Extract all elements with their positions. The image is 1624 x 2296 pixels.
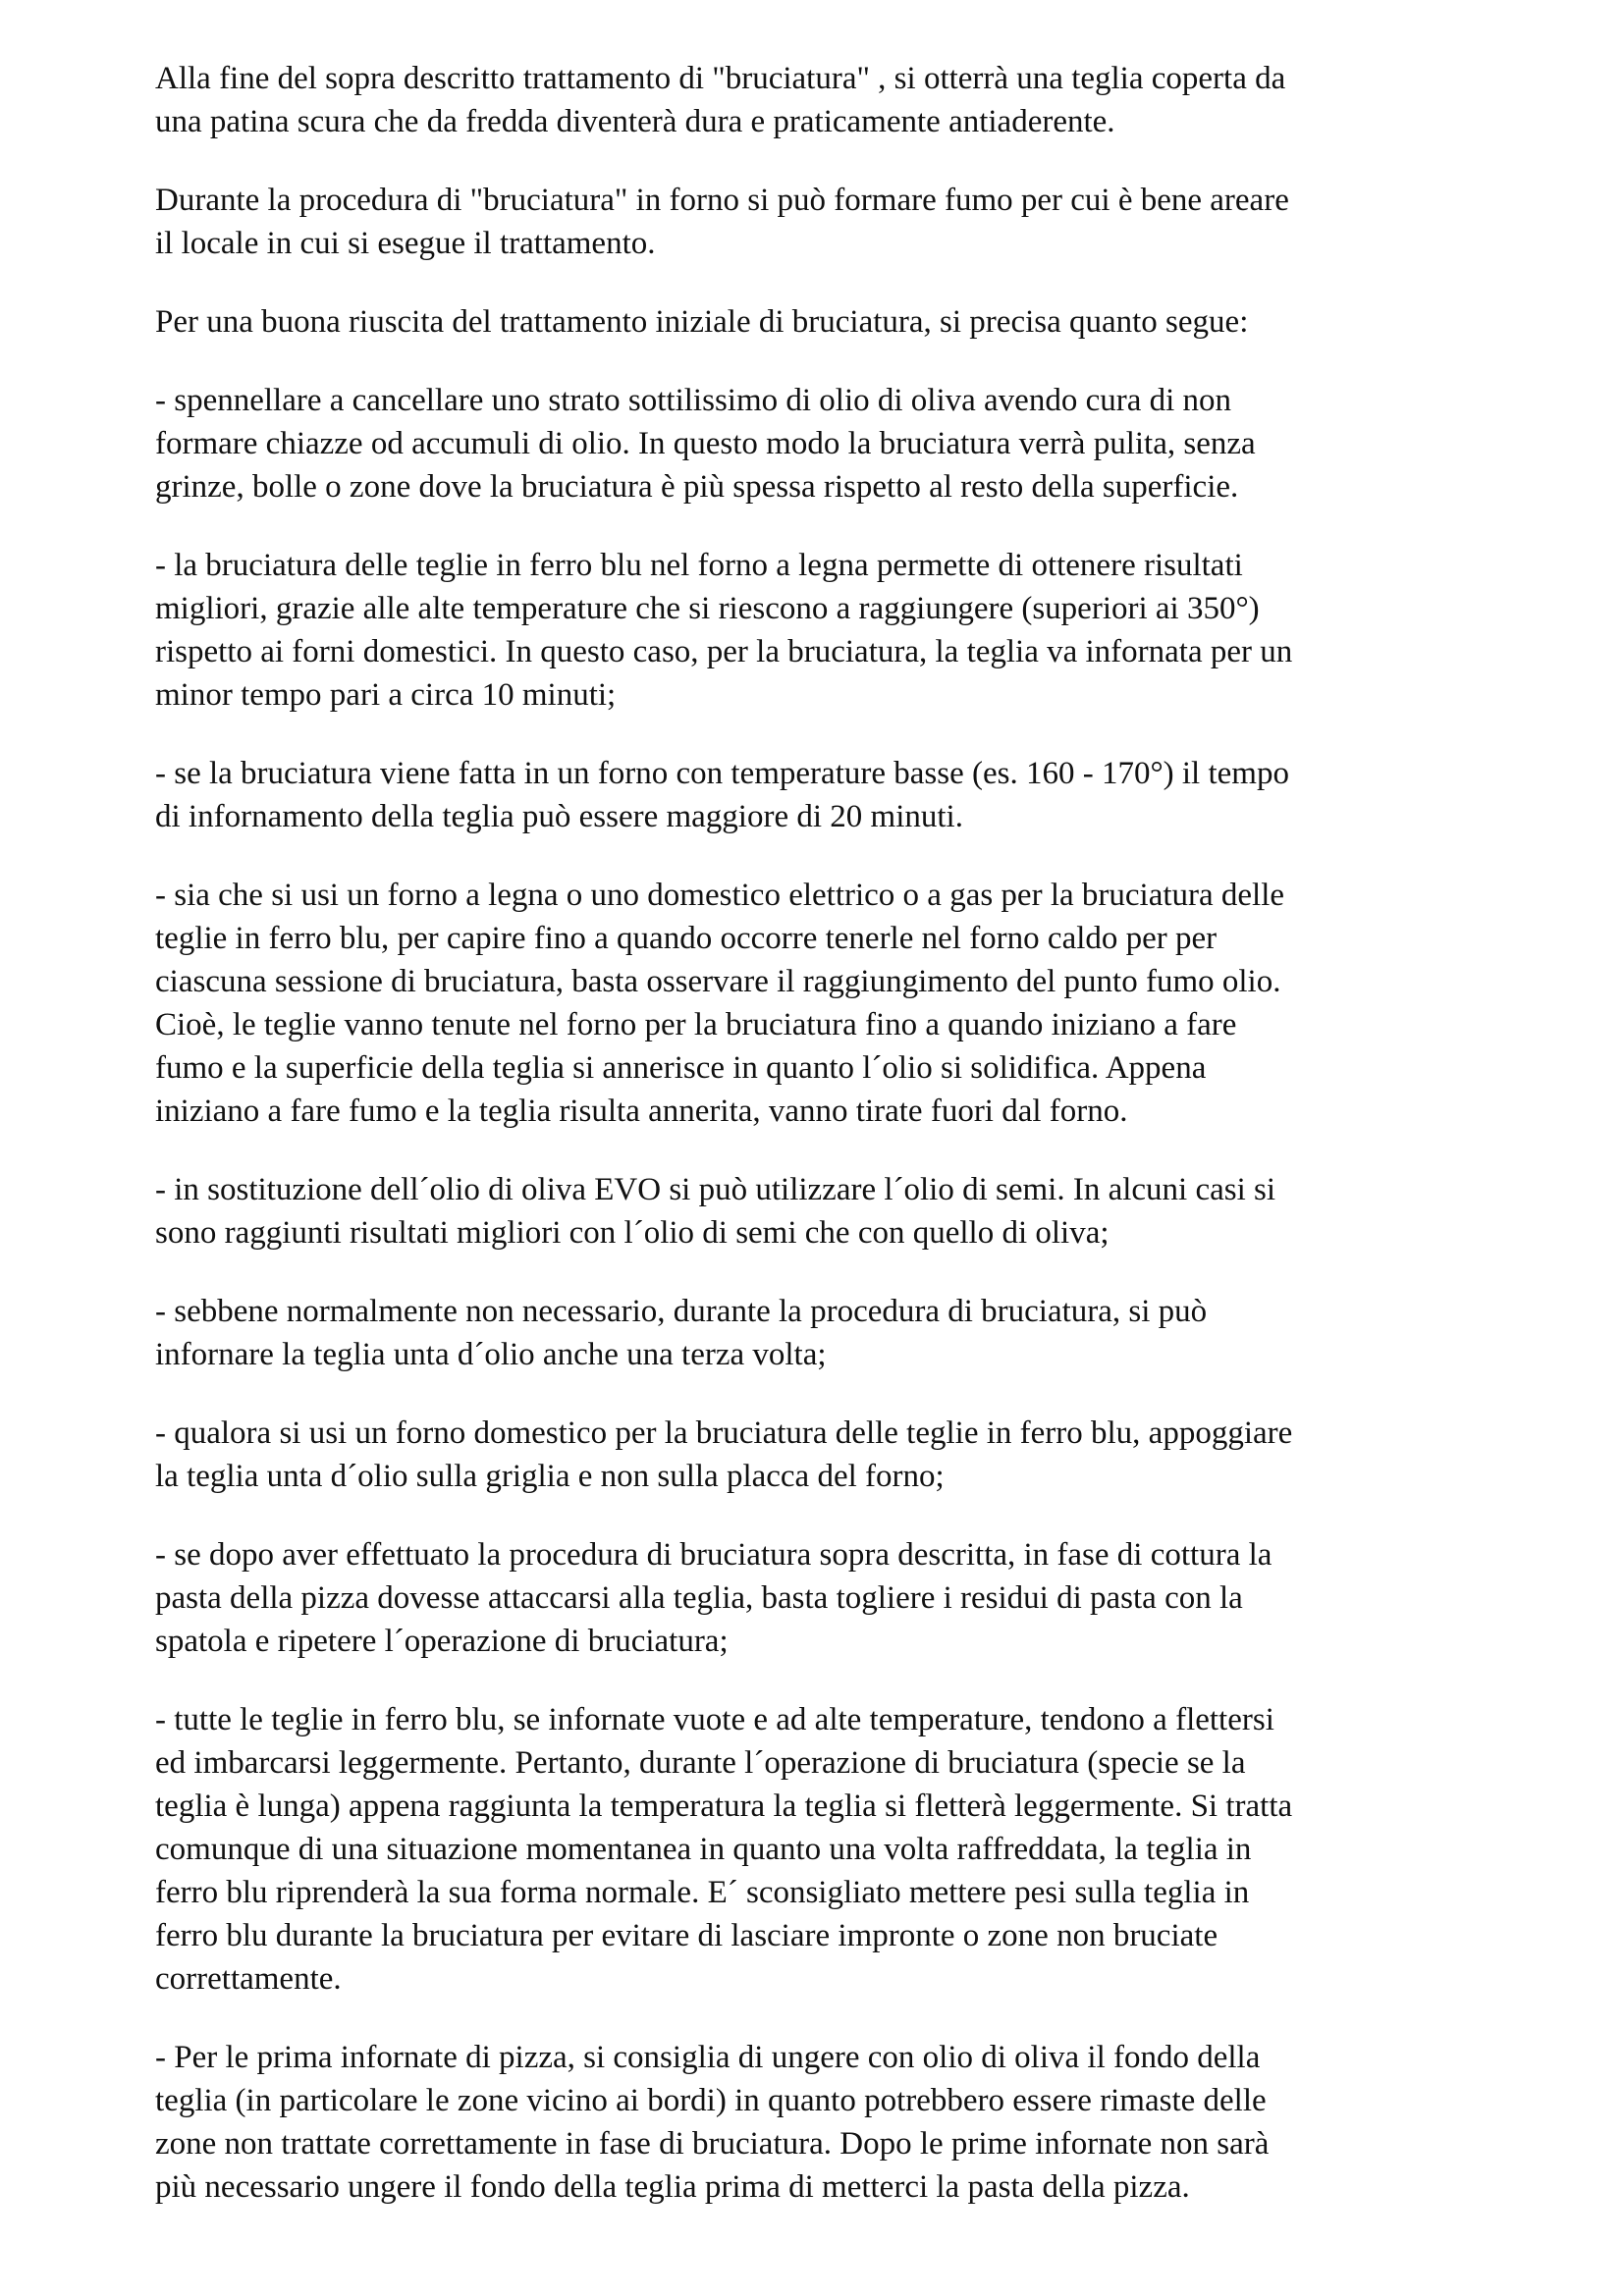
text-line: grinze, bolle o zone dove la bruciatura è più spessa rispetto al resto della superficie.: [155, 469, 1239, 505]
text-line: iniziano a fare fumo e la teglia risulta annerita, vanno tirate fuori dal forno.: [155, 1094, 1128, 1129]
text-line: - sebbene normalmente non necessario, durante la procedura di bruciatura, si può: [155, 1294, 1208, 1329]
text-line: - se dopo aver effettuato la procedura di bruciatura sopra descritta, in fase di cottura la: [155, 1537, 1272, 1573]
text-line: - Per le prima infornate di pizza, si consiglia di ungere con olio di oliva il fondo della: [155, 2040, 1261, 2075]
paragraph: [155, 1290, 1471, 1376]
paragraph: [155, 1698, 1471, 2001]
paragraph: [155, 300, 1471, 344]
paragraph: [155, 874, 1471, 1133]
text-line: - la bruciatura delle teglie in ferro blu nel forno a legna permette di ottenere risultati: [155, 548, 1243, 583]
text-line: spatola e ripetere l´operazione di bruciatura;: [155, 1624, 729, 1659]
text-line: Cioè, le teglie vanno tenute nel forno per la bruciatura fino a quando iniziano a fare: [155, 1007, 1237, 1042]
text-line: correttamente.: [155, 1961, 342, 1997]
text-line: ferro blu riprenderà la sua forma normale. E´ sconsigliato mettere pesi sulla teglia in: [155, 1875, 1250, 1910]
text-line: teglia è lunga) appena raggiunta la temperatura la teglia si fletterà leggermente. Si tratta: [155, 1789, 1293, 1824]
paragraph: [155, 179, 1471, 265]
text-line: Durante la procedura di "bruciatura" in forno si può formare fumo per cui è bene areare: [155, 183, 1289, 218]
paragraph: [155, 1168, 1471, 1255]
text-line: teglia (in particolare le zone vicino ai bordi) in quanto potrebbero essere rimaste delle: [155, 2083, 1267, 2118]
paragraph: [155, 752, 1471, 838]
paragraph: [155, 1533, 1471, 1663]
text-line: - tutte le teglie in ferro blu, se infornate vuote e ad alte temperature, tendono a flettersi: [155, 1702, 1274, 1737]
text-line: minor tempo pari a circa 10 minuti;: [155, 677, 617, 713]
text-line: - in sostituzione dell´olio di oliva EVO si può utilizzare l´olio di semi. In alcuni casi si: [155, 1172, 1276, 1207]
paragraph: [155, 379, 1471, 508]
text-line: la teglia unta d´olio sulla griglia e non sulla placca del forno;: [155, 1459, 945, 1494]
text-line: il locale in cui si esegue il trattamento.: [155, 226, 656, 261]
text-line: di infornamento della teglia può essere maggiore di 20 minuti.: [155, 799, 963, 834]
text-line: - qualora si usi un forno domestico per la bruciatura delle teglie in ferro blu, appoggiare: [155, 1415, 1293, 1451]
text-line: - sia che si usi un forno a legna o uno domestico elettrico o a gas per la bruciatura delle: [155, 878, 1285, 913]
text-line: più necessario ungere il fondo della teglia prima di metterci la pasta della pizza.: [155, 2169, 1190, 2205]
paragraph: [155, 544, 1471, 717]
text-line: comunque di una situazione momentanea in quanto una volta raffreddata, la teglia in: [155, 1832, 1252, 1867]
text-line: formare chiazze od accumuli di olio. In questo modo la bruciatura verrà pulita, senza: [155, 426, 1256, 461]
text-line: una patina scura che da fredda diventerà dura e praticamente antiaderente.: [155, 104, 1115, 139]
text-line: ciascuna sessione di bruciatura, basta osservare il raggiungimento del punto fumo olio.: [155, 964, 1281, 999]
text-line: - se la bruciatura viene fatta in un forno con temperature basse (es. 160 - 170°) il tempo: [155, 756, 1289, 791]
text-line: fumo e la superficie della teglia si annerisce in quanto l´olio si solidifica. Appena: [155, 1050, 1207, 1086]
text-line: migliori, grazie alle alte temperature che si riescono a raggiungere (superiori ai 350°): [155, 591, 1260, 626]
text-line: ferro blu durante la bruciatura per evitare di lasciare impronte o zone non bruciate: [155, 1918, 1218, 1953]
text-line: teglie in ferro blu, per capire fino a quando occorre tenerle nel forno caldo per per: [155, 921, 1218, 956]
text-line: infornare la teglia unta d´olio anche una terza volta;: [155, 1337, 827, 1372]
text-line: sono raggiunti risultati migliori con l´olio di semi che con quello di oliva;: [155, 1215, 1110, 1251]
text-line: Per una buona riuscita del trattamento iniziale di bruciatura, si precisa quanto segue:: [155, 304, 1249, 340]
text-line: ed imbarcarsi leggermente. Pertanto, durante l´operazione di bruciatura (specie se la: [155, 1745, 1246, 1781]
paragraph: [155, 57, 1471, 143]
text-line: zone non trattate correttamente in fase di bruciatura. Dopo le prime infornate non sarà: [155, 2126, 1270, 2162]
paragraph: [155, 2036, 1471, 2209]
text-line: - spennellare a cancellare uno strato sottilissimo di olio di oliva avendo cura di non: [155, 383, 1232, 418]
paragraph: [155, 1412, 1471, 1498]
text-line: Alla fine del sopra descritto trattamento di "bruciatura" , si otterrà una teglia coperta da: [155, 61, 1286, 96]
text-line: pasta della pizza dovesse attaccarsi alla teglia, basta togliere i residui di pasta con la: [155, 1580, 1243, 1616]
document-body: [155, 57, 1471, 2244]
text-line: rispetto ai forni domestici. In questo caso, per la bruciatura, la teglia va infornata per un: [155, 634, 1293, 669]
